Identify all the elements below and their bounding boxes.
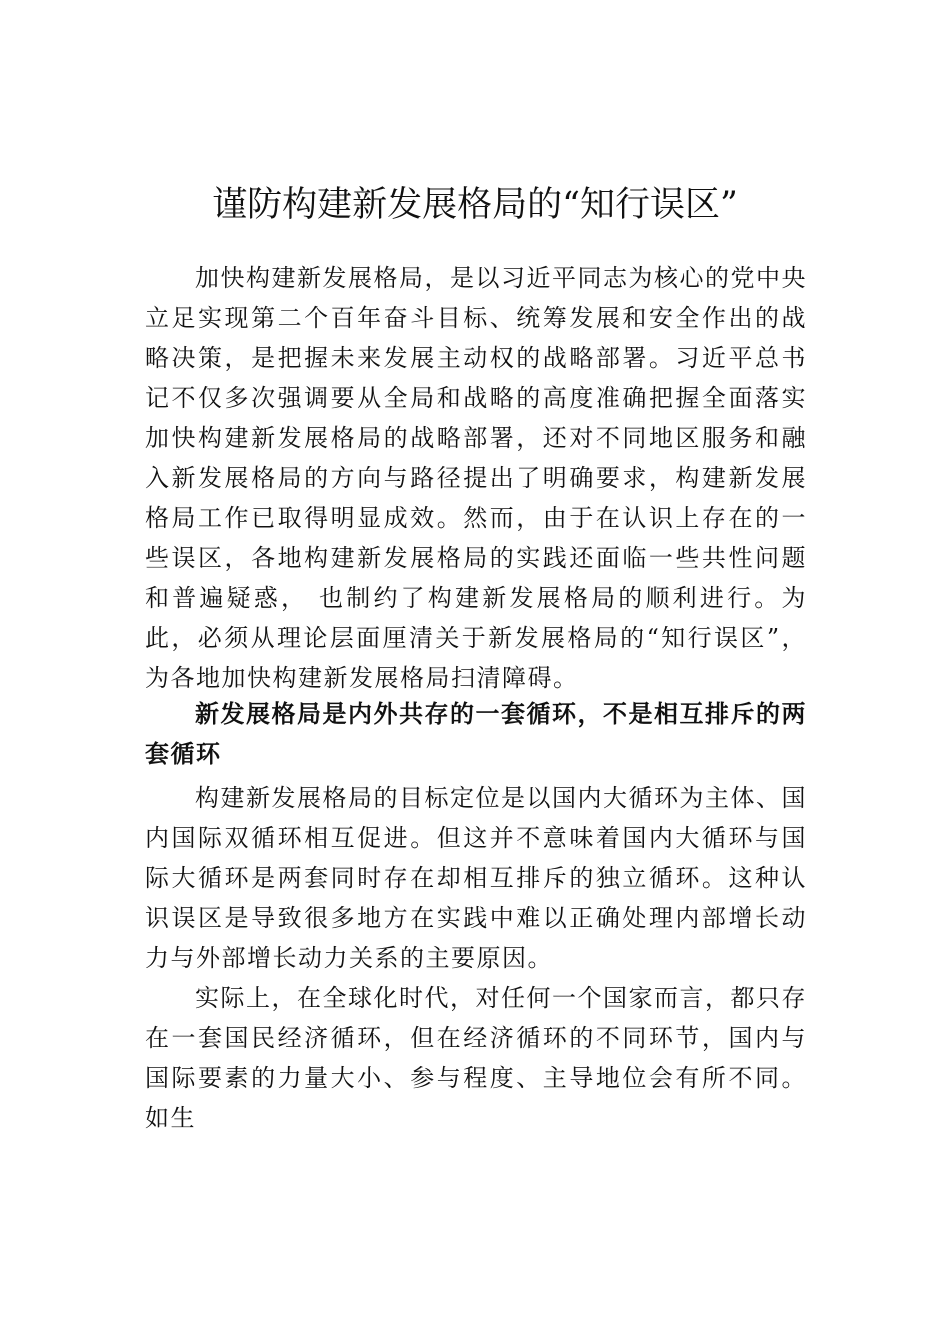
body-paragraph: 构建新发展格局的目标定位是以国内大循环为主体、国内国际双循环相互促进。但这并不意味着国内大循环与国际大循环是两套同时存在却相互排斥的独立循环。这种认识误区是导致很多地方在实践中难以正确处理内部增长动力与外部增长动力关系的主要原因。 [145, 784, 807, 972]
body-paragraph: 实际上，在全球化时代，对任何一个国家而言，都只存在一套国民经济循环，但在经济循环的不同环节，国内与国际要素的力量大小、参与程度、主导地位会有所不同。如生 [145, 984, 807, 1132]
section-heading: 新发展格局是内外共存的一套循环，不是相互排斥的两套循环 [145, 700, 807, 768]
document-title: 谨防构建新发展格局的“知行误区” [212, 185, 738, 226]
intro-paragraph: 加快构建新发展格局，是以习近平同志为核心的党中央立足实现第二个百年奋斗目标、统筹发展和安全作出的战略决策，是把握未来发展主动权的战略部署。习近平总书记不仅多次强调要从全局和战略的高度准确把握全面落实加快构建新发展格局的战略部署，还对不同地区服务和融入新发展格局的方向与路径提出了明确要求，构建新发展格局工作已取得明显成效。然而，由于在认识上存在的一些误区，各地构建新发展格局的实践还面临一些共性问题和普遍疑惑， 也制约了构建新发展格局的顺利进行。为此，必须从理论层面厘清关于新发展格局的“知行误区”，为各地加快构建新发展格局扫清障碍。 [145, 264, 807, 692]
